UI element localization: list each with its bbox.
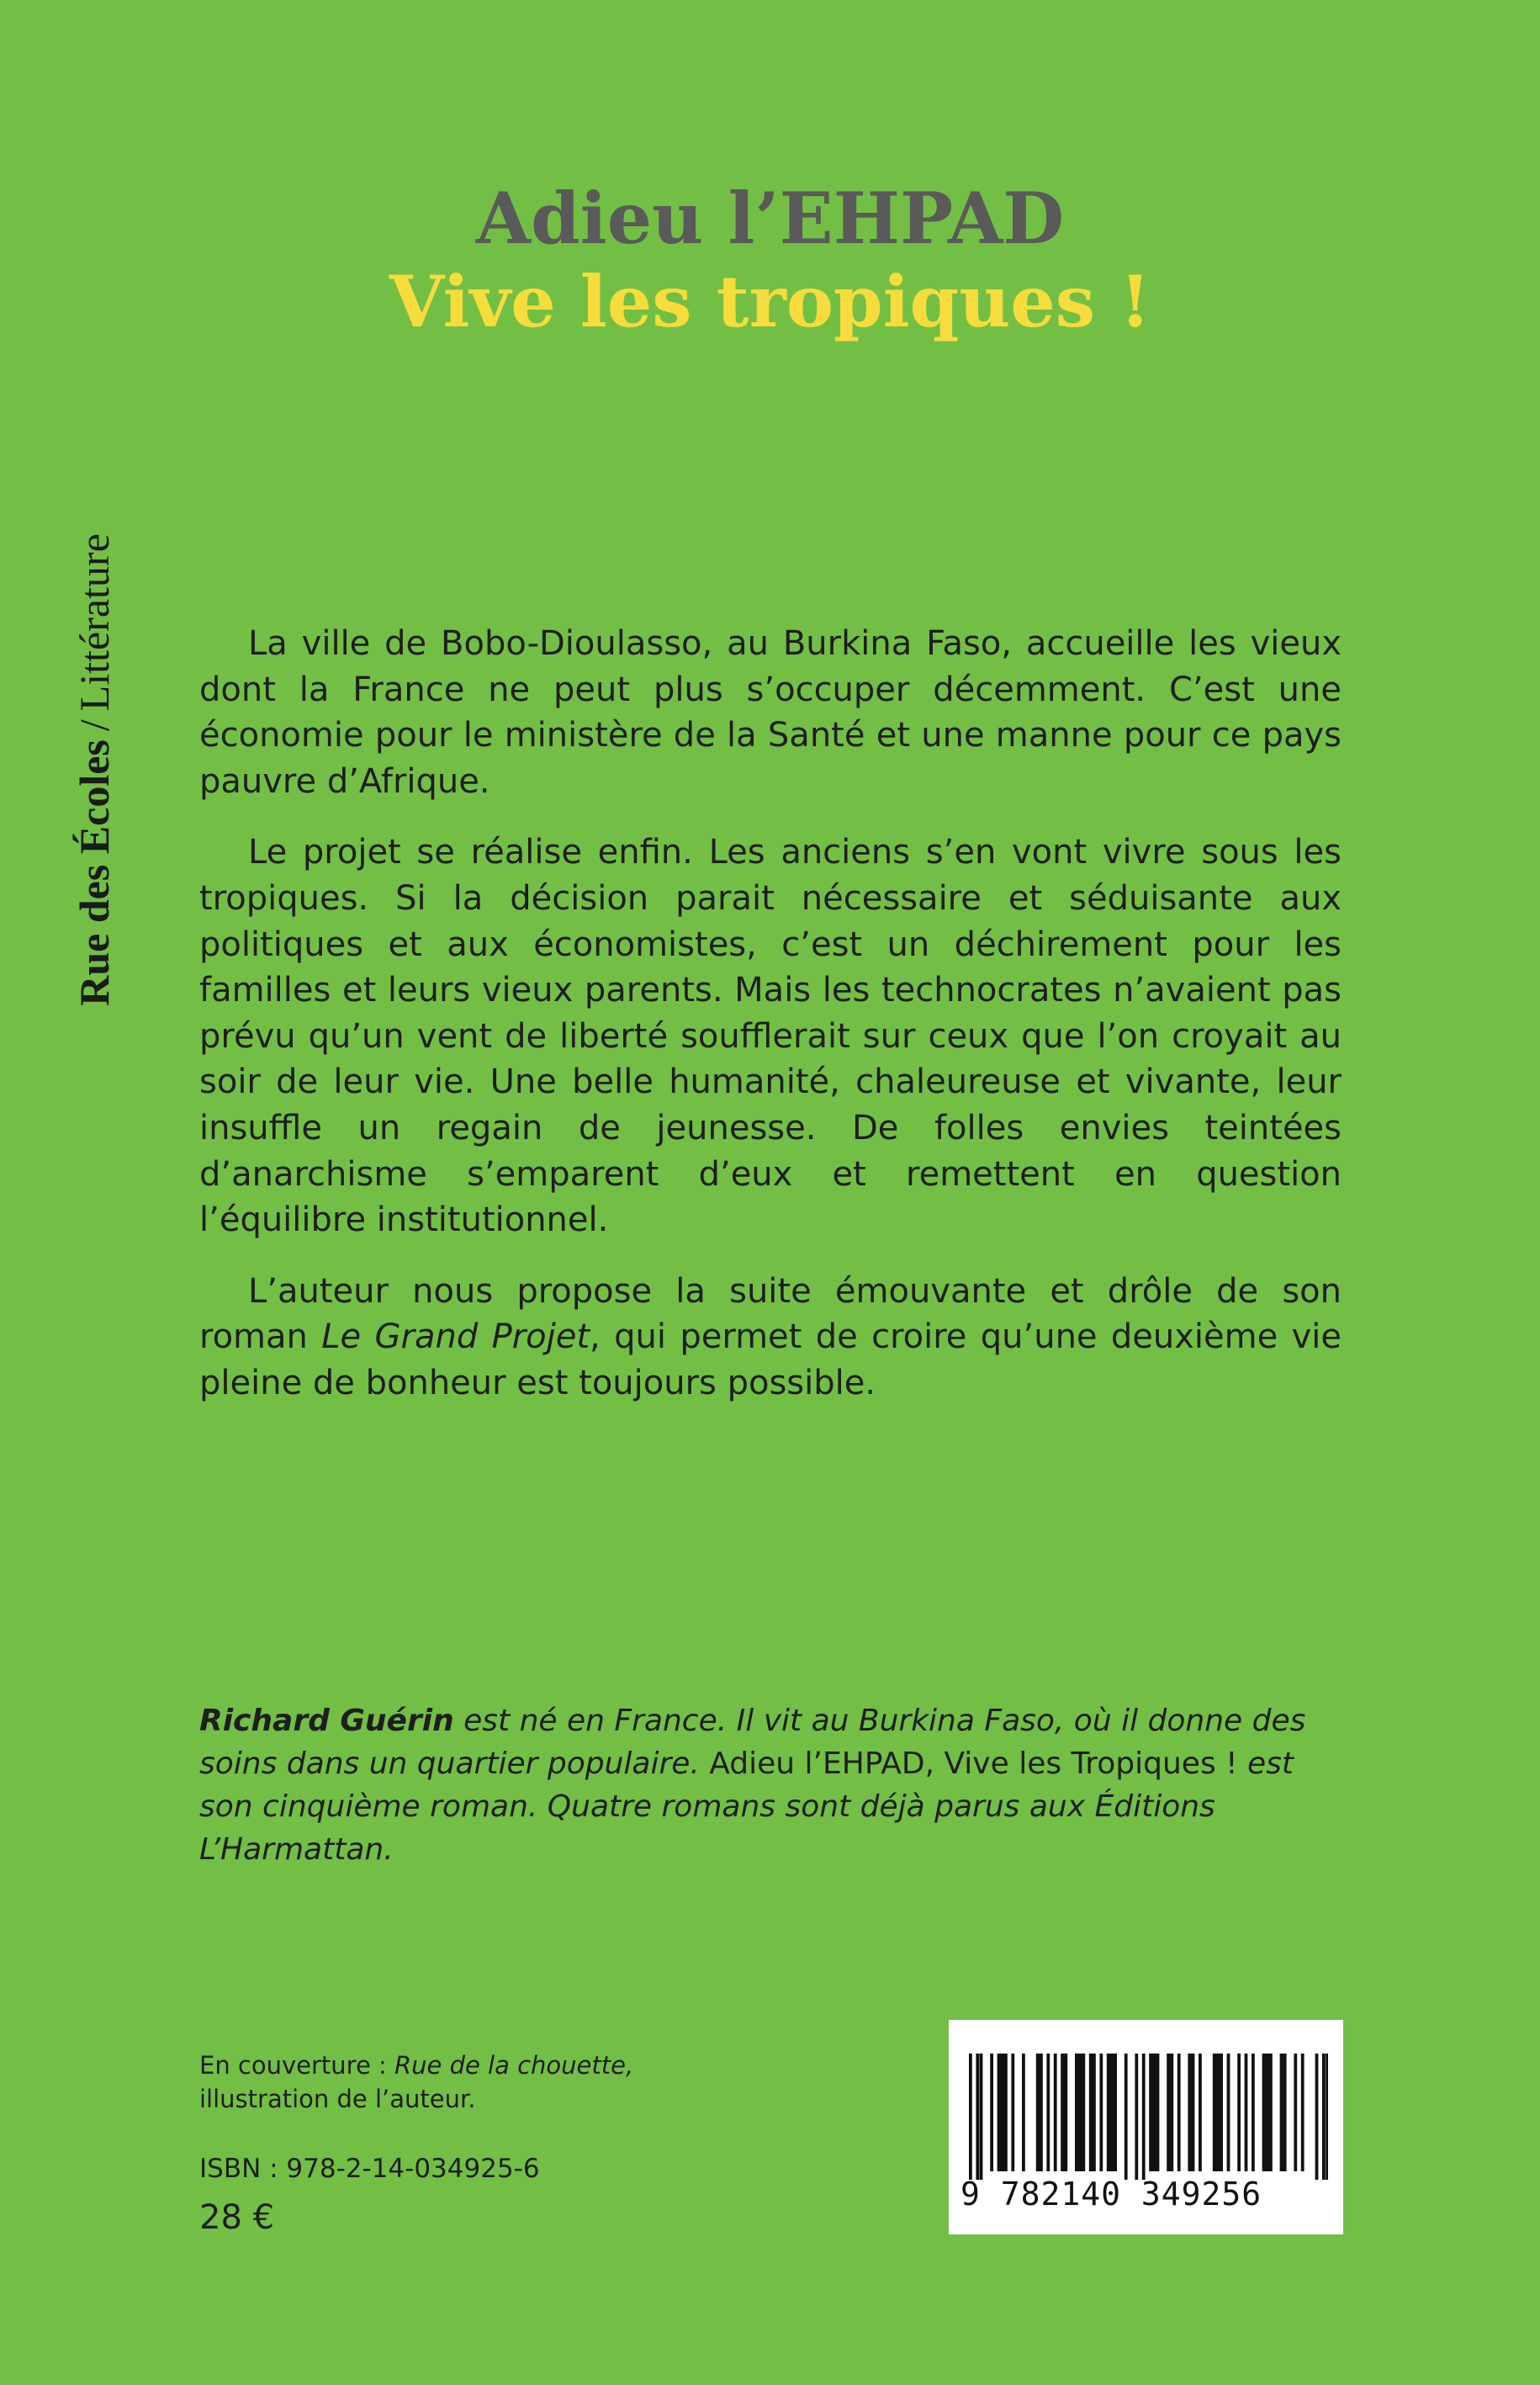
barcode: [949, 2020, 1343, 2234]
cover-credit-line-2: illustration de l’auteur.: [199, 2085, 476, 2113]
barcode-bar: [1213, 2054, 1223, 2171]
cover-credits: [199, 2048, 633, 2116]
blurb-paragraph-2: Le projet se réalise enfin. Les anciens s’en vont vivre sous les tropiques. Si la décision parait nécessaire et séduisante aux politiques et aux économistes, c’est un déchirement pour les familles et leurs vieux parents. Mais les technocrates n’avaient pas prévu qu’un vent de liberté soufflerait sur ceux que l’on croyait au soir de leur vie. Une belle humanité, chaleureuse et vivante, leur insuffle un regain de jeunesse. De folles envies teintées d’anarchisme s’emparent d’eux et remettent en question l’équilibre institutionnel.: [199, 833, 1342, 1240]
author-bio: [199, 1699, 1342, 1871]
barcode-bar: [969, 2054, 972, 2180]
barcode-bar: [1036, 2054, 1043, 2171]
barcode-bar: [1135, 2054, 1138, 2180]
barcode-bar: [1054, 2054, 1057, 2171]
referenced-novel-title: Le Grand Projet: [321, 1317, 590, 1357]
barcode-bar: [1149, 2054, 1159, 2171]
barcode-bar: [1301, 2054, 1305, 2171]
isbn: ISBN : 978-2-14-034925-6: [199, 2154, 540, 2184]
blurb-paragraph-1: La ville de Bobo-Dioulasso, au Burkina Faso, accueille les vieux dont la France ne peut plus s’occuper décemment. C’est une économie pour le ministère de la Santé et une manne pour ce pays pauvre d’Afrique.: [199, 624, 1342, 801]
barcode-bar: [1046, 2054, 1050, 2171]
barcode-bar: [1262, 2054, 1273, 2171]
cover-credit-line-1: [199, 2048, 633, 2082]
book-title: [199, 178, 1341, 342]
barcode-bar: [1280, 2054, 1287, 2171]
title-line-2: Vive les tropiques !: [389, 259, 1151, 343]
barcode-bar: [1188, 2054, 1194, 2171]
barcode-bar: [976, 2054, 979, 2180]
series-separator: /: [71, 719, 118, 732]
barcode-bar: [1011, 2054, 1014, 2171]
barcode-bar: [1237, 2054, 1241, 2171]
blurb-p3-end: , qui permet de croire qu’une deuxième vie pleine de bonheur est toujours possible.: [199, 1317, 1342, 1402]
author-bio-text-2: est son cinquième roman. Quatre romans sont déjà parus aux Éditions L’Harmattan.: [199, 1746, 1294, 1867]
barcode-bar: [998, 2054, 1008, 2171]
blurb-p3-start: L’auteur nous propose la suite émouvante et drôle de son roman: [199, 1271, 1342, 1357]
title-line-1: Adieu l’EHPAD: [475, 177, 1065, 260]
barcode-bar: [1061, 2054, 1067, 2171]
barcode-bar: [1245, 2054, 1248, 2171]
blurb-paragraph-3: [199, 1269, 1342, 1407]
barcode-bar: [1075, 2054, 1085, 2171]
series-name: Rue des Écoles: [71, 739, 118, 1006]
barcode-bar: [1252, 2054, 1255, 2171]
author-bio-text-1: est né en France. Il vit au Burkina Faso, où il donne des soins dans un quartier populaire.: [199, 1704, 1306, 1781]
barcode-bar: [1177, 2054, 1181, 2171]
blurb: [199, 621, 1342, 1432]
spine-label: [44, 533, 145, 1006]
barcode-bar: [1125, 2054, 1128, 2180]
barcode-bar: [1294, 2054, 1297, 2171]
barcode-bar: [1099, 2054, 1103, 2171]
barcode-bar: [1326, 2054, 1328, 2180]
barcode-bar: [1089, 2054, 1096, 2171]
cover-artwork-title: Rue de la chouette,: [394, 2051, 634, 2080]
barcode-bar: [1167, 2054, 1173, 2171]
barcode-bar: [1107, 2054, 1117, 2171]
barcode-bar: [990, 2054, 993, 2171]
barcode-bar: [1022, 2054, 1025, 2171]
barcode-digits: 9 782140 349256: [961, 2176, 1262, 2213]
barcode-bar: [980, 2054, 983, 2180]
barcode-bar: [1199, 2054, 1202, 2171]
barcode-bar: [1227, 2054, 1230, 2171]
cover-credit-label: En couverture :: [199, 2051, 394, 2080]
barcode-bars: [964, 2054, 1328, 2180]
author-name: Richard Guérin: [199, 1704, 454, 1738]
barcode-bar: [1315, 2054, 1319, 2180]
author-bio-book-title: Adieu l’EHPAD, Vive les Tropiques !: [709, 1746, 1238, 1781]
price: 28 €: [199, 2198, 275, 2237]
barcode-bar: [1142, 2054, 1146, 2180]
barcode-bar: [1322, 2054, 1326, 2180]
series-category: Littérature: [71, 533, 118, 712]
